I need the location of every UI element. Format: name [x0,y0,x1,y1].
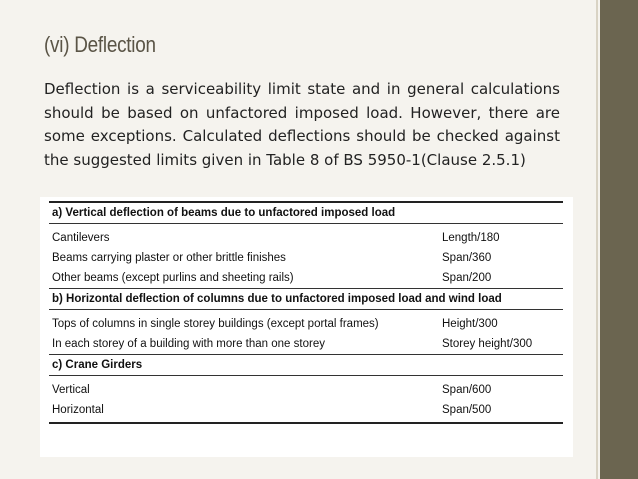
load-case-cell: Tops of columns in single storey buildings (except portal frames) [52,318,379,330]
limit-cell: Span/360 [442,252,492,264]
load-case-cell: Cantilevers [52,232,110,244]
table-row [49,248,563,268]
table-row [49,228,563,248]
deflection-limits-table [49,201,563,424]
table-row [49,400,563,423]
section-heading-row [49,202,563,224]
section-heading: b) Horizontal deflection of columns due to unfactored imposed load and wind load [49,289,563,310]
table-row [49,314,563,334]
deflection-limits-table-image [40,197,573,457]
load-case-cell: Beams carrying plaster or other brittle finishes [52,252,286,264]
load-case-cell: Vertical [52,384,90,396]
table-row [49,268,563,289]
slide-title: (vi) Deflection [44,32,156,57]
section-heading-row [49,355,563,376]
limit-cell: Span/600 [442,384,492,396]
limit-cell: Storey height/300 [442,338,533,350]
limit-cell: Span/200 [442,272,492,284]
table-row [49,334,563,355]
table-row [49,380,563,400]
limit-cell: Height/300 [442,318,498,330]
limit-cell: Length/180 [442,232,500,244]
section-heading-row [49,289,563,310]
limit-cell: Span/500 [439,400,563,423]
slide-body-text: Deflection is a serviceability limit state and in general calculations should be based on unfactored imposed load. However, there are some exceptions. Calculated deflections should be checked against the suggested limits given in Table 8 of BS 5950-1(Clause 2.5.1) [44,80,560,169]
decorative-divider [596,0,598,479]
decorative-side-band [600,0,638,479]
load-case-cell: Horizontal [49,400,439,423]
section-heading: a) Vertical deflection of beams due to unfactored imposed load [49,202,563,224]
section-heading: c) Crane Girders [49,355,563,376]
load-case-cell: Other beams (except purlins and sheeting rails) [52,272,294,284]
load-case-cell: In each storey of a building with more than one storey [52,338,325,350]
